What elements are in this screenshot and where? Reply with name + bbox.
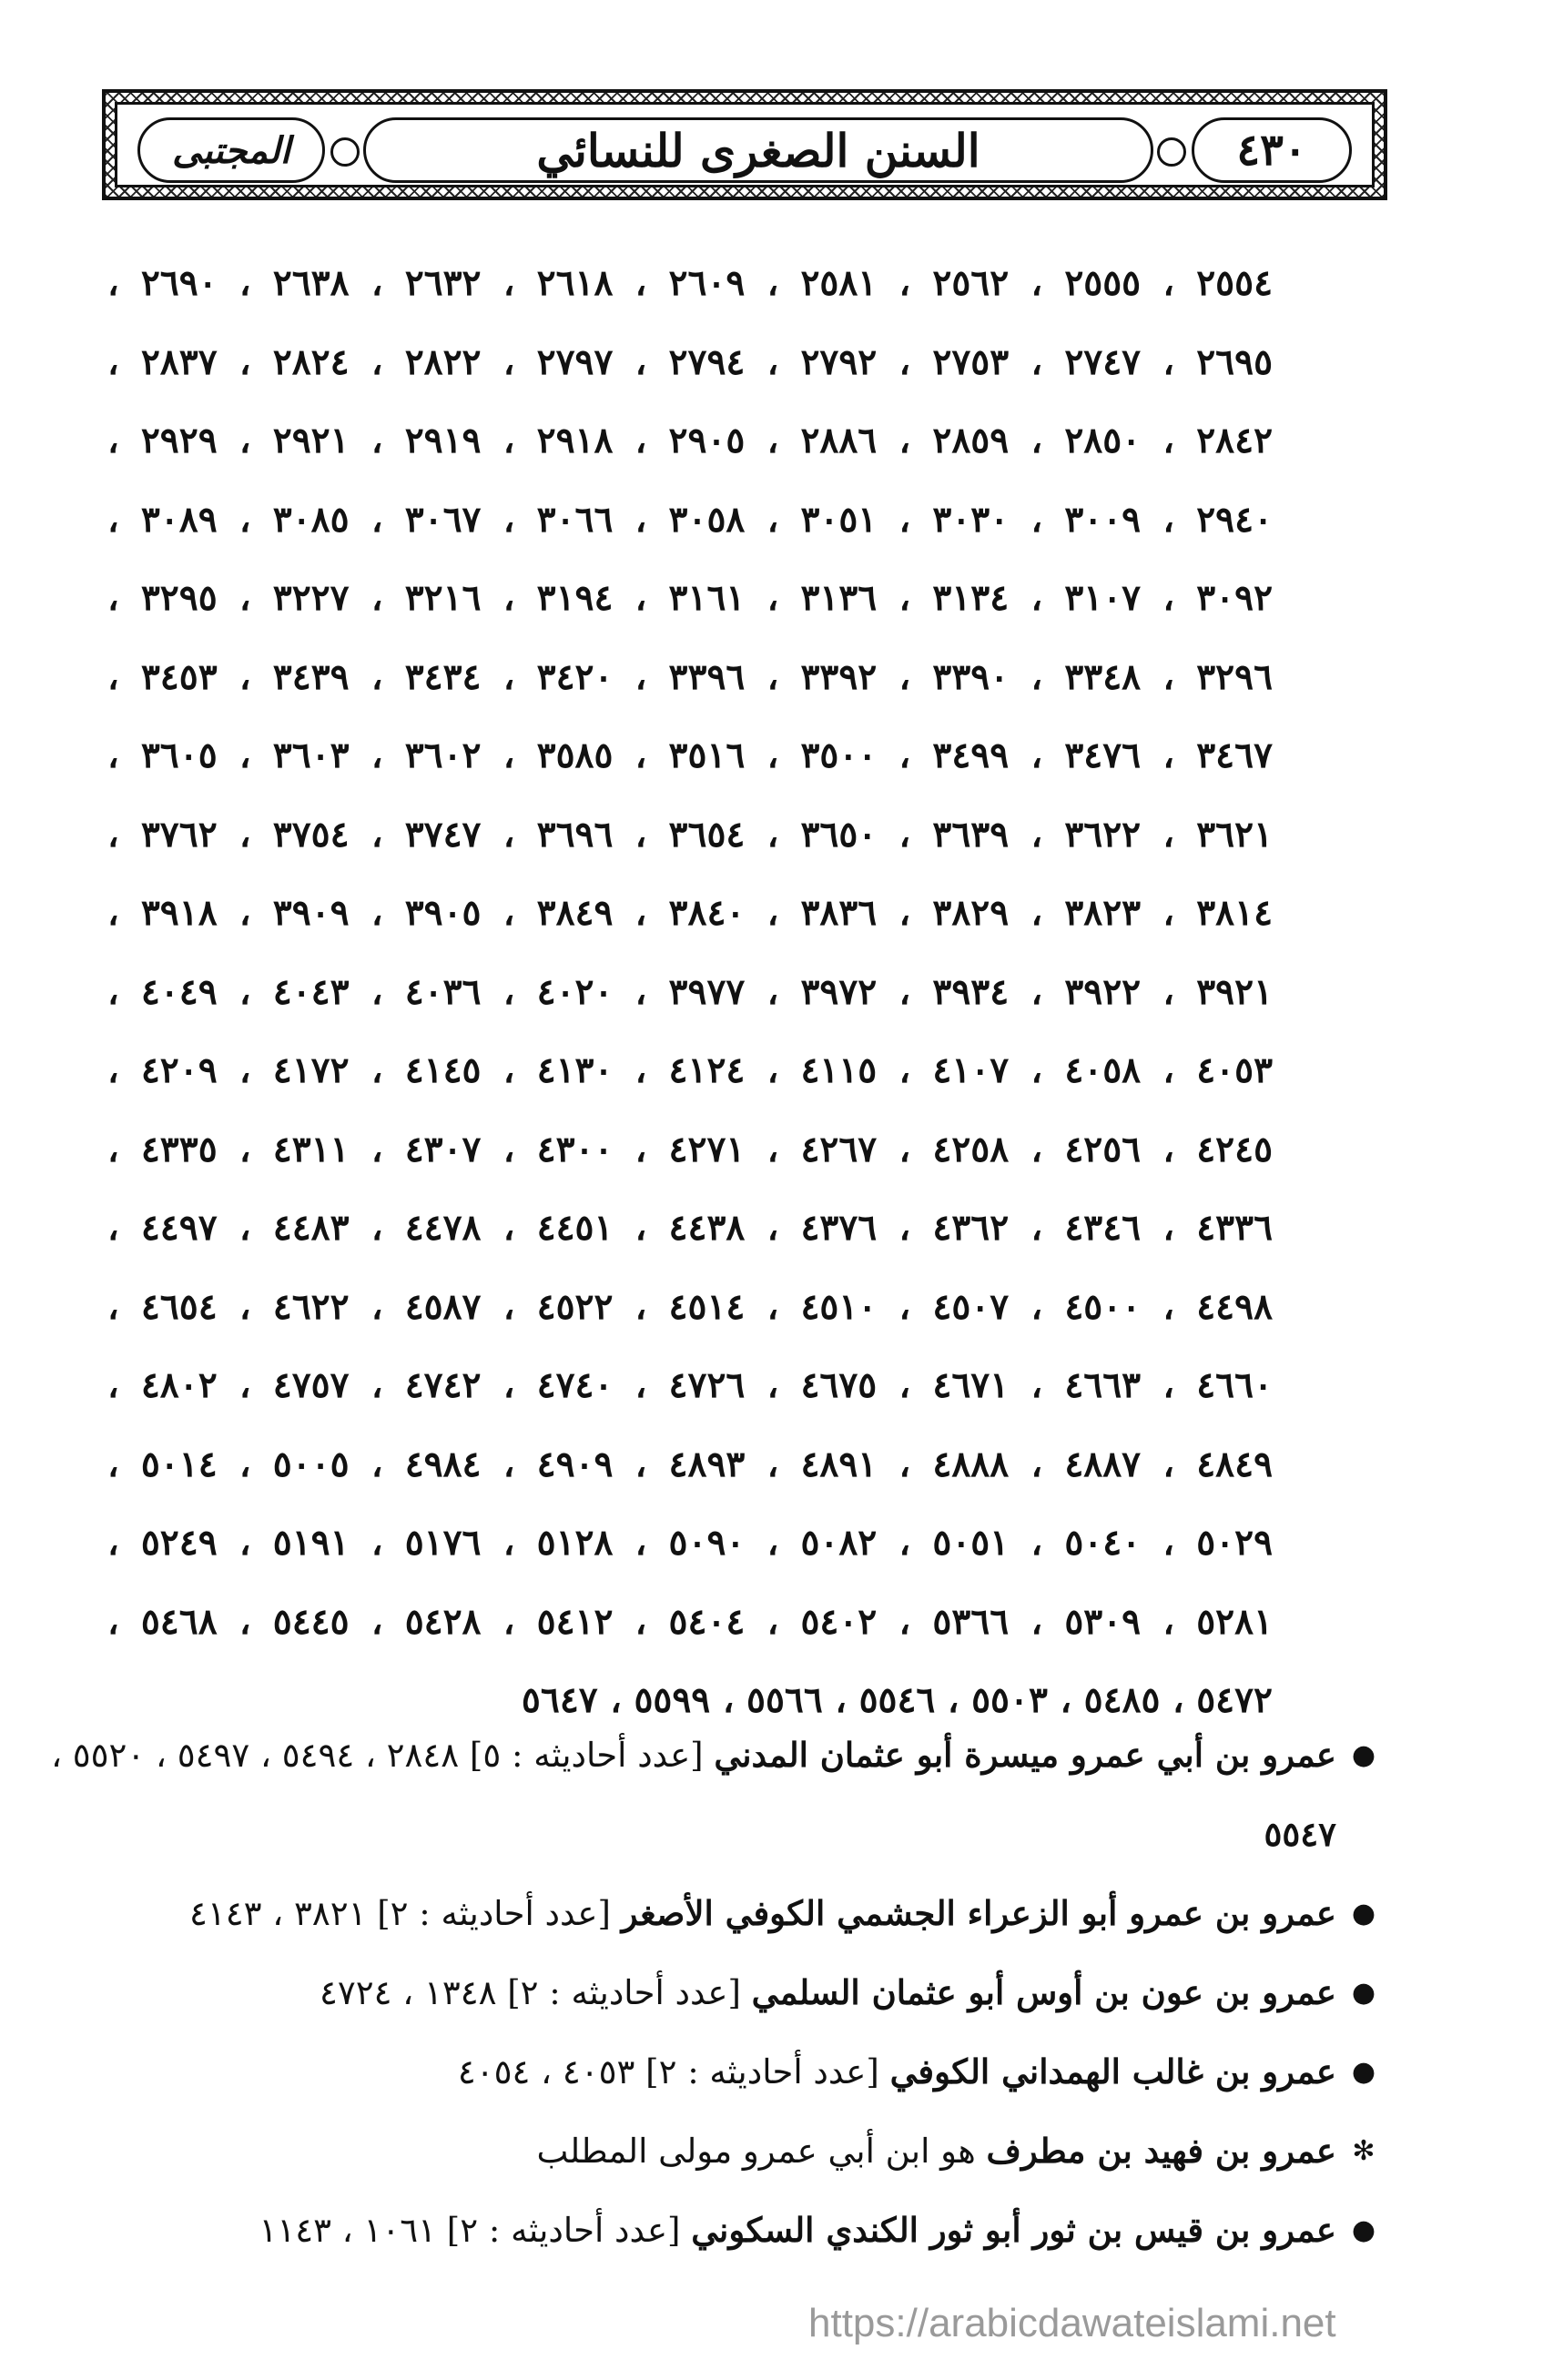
page-header [102, 89, 1387, 200]
number-line: ٣٢٩٦ ، ٣٣٤٨ ، ٣٣٩٠ ، ٣٣٩٢ ، ٣٣٩٦ ، ٣٤٢٠ ، ٣٤٣٤ ، ٣٤٣٩ ، ٣٤٥٣ ، [107, 655, 1274, 698]
narrator-details: [عدد أحاديثه : ٥] ٢٨٤٨ ، ٥٤٩٤ ، ٥٤٩٧ ، ٥٥٢٠ ، [51, 1736, 715, 1775]
number-line: ٥٠٢٩ ، ٥٠٤٠ ، ٥٠٥١ ، ٥٠٨٢ ، ٥٠٩٠ ، ٥١٢٨ ، ٥١٧٦ ، ٥١٩١ ، ٥٢٤٩ ، [107, 1522, 1274, 1564]
narrator-entries [51, 1716, 1382, 2270]
watermark-url: https://arabicdawateislami.net [808, 2301, 1336, 2345]
narrator-details: هو ابن أبي عمرو مولى المطلب [536, 2132, 987, 2171]
narrator-name: عمرو بن قيس بن ثور أبو ثور الكندي السكوني [691, 2210, 1336, 2250]
book-name-cartouche [137, 117, 325, 183]
number-line: ٥٢٨١ ، ٥٣٠٩ ، ٥٣٦٦ ، ٥٤٠٢ ، ٥٤٠٤ ، ٥٤١٢ ، ٥٤٢٨ ، ٥٤٤٥ ، ٥٤٦٨ ، [107, 1600, 1274, 1643]
book-title: السنن الصغرى للنسائي [536, 123, 980, 177]
ornament-icon [1157, 137, 1186, 167]
number-line: ٤٨٤٩ ، ٤٨٨٧ ، ٤٨٨٨ ، ٤٨٩١ ، ٤٨٩٣ ، ٤٩٠٩ ، ٤٩٨٤ ، ٥٠٠٥ ، ٥٠١٤ ، [107, 1443, 1274, 1485]
number-line: ٤٦٦٠ ، ٤٦٦٣ ، ٤٦٧١ ، ٤٦٧٥ ، ٤٧٢٦ ، ٤٧٤٠ ، ٤٧٤٢ ، ٤٧٥٧ ، ٤٨٠٢ ، [107, 1364, 1274, 1406]
number-line: ٢٥٥٤ ، ٢٥٥٥ ، ٢٥٦٢ ، ٢٥٨١ ، ٢٦٠٩ ، ٢٦١٨ ، ٢٦٣٢ ، ٢٦٣٨ ، ٢٦٩٠ ، [107, 262, 1274, 304]
narrator-details: ٥٥٤٧ [1264, 1814, 1336, 1854]
narrator-name: عمرو بن غالب الهمداني الكوفي [889, 2051, 1336, 2091]
book-name: المجتبى [172, 128, 290, 172]
page-number: ٤٣٠ [1236, 125, 1307, 176]
narrator-details: [عدد أحاديثه : ٢] ١٣٤٨ ، ٤٧٢٤ [319, 1973, 752, 2012]
narrator-entry [107, 1874, 1382, 1953]
narrator-entry [51, 1716, 1382, 1795]
number-line: ٣٠٩٢ ، ٣١٠٧ ، ٣١٣٤ ، ٣١٣٦ ، ٣١٦١ ، ٣١٩٤ ، ٣٢١٦ ، ٣٢٢٧ ، ٣٢٩٥ ، [107, 577, 1274, 619]
narrator-details: [عدد أحاديثه : ٢] ١٠٦١ ، ١١٤٣ [259, 2211, 692, 2250]
page-number-cartouche [1192, 117, 1352, 183]
hadith-number-list [107, 244, 1273, 1740]
narrator-name: عمرو بن عون بن أوس أبو عثمان السلمي [751, 1972, 1336, 2012]
narrator-entry [107, 1953, 1382, 2032]
narrator-name: عمرو بن فهيد بن مطرف [986, 2131, 1336, 2171]
bullet-icon: ● [1351, 2056, 1376, 2088]
number-line: ٤٢٤٥ ، ٤٢٥٦ ، ٤٢٥٨ ، ٤٢٦٧ ، ٤٢٧١ ، ٤٣٠٠ ، ٤٣٠٧ ، ٤٣١١ ، ٤٣٣٥ ، [107, 1128, 1274, 1170]
number-line: ٥٤٧٢ ، ٥٤٨٥ ، ٥٥٠٣ ، ٥٥٤٦ ، ٥٥٦٦ ، ٥٥٩٩ ، ٥٦٤٧ [521, 1679, 1273, 1721]
number-line: ٤٠٥٣ ، ٤٠٥٨ ، ٤١٠٧ ، ٤١١٥ ، ٤١٢٤ ، ٤١٣٠ ، ٤١٤٥ ، ٤١٧٢ ، ٤٢٠٩ ، [107, 1049, 1274, 1091]
narrator-entry-continuation [107, 1795, 1382, 1874]
bullet-icon: ● [1351, 2214, 1376, 2246]
number-line: ٣٩٢١ ، ٣٩٢٢ ، ٣٩٣٤ ، ٣٩٧٢ ، ٣٩٧٧ ، ٤٠٢٠ ، ٤٠٣٦ ، ٤٠٤٣ ، ٤٠٤٩ ، [107, 970, 1274, 1013]
bullet-icon: ● [1351, 1739, 1376, 1771]
number-line: ٤٣٣٦ ، ٤٣٤٦ ، ٤٣٦٢ ، ٤٣٧٦ ، ٤٤٣٨ ، ٤٤٥١ ، ٤٤٧٨ ، ٤٤٨٣ ، ٤٤٩٧ ، [107, 1207, 1274, 1249]
header-frame [115, 102, 1375, 187]
title-cartouche [363, 117, 1153, 183]
asterisk-icon: ✻ [1352, 2135, 1376, 2167]
narrator-details: [عدد أحاديثه : ٢] ٣٨٢١ ، ٤١٤٣ [188, 1894, 622, 1933]
ornament-icon [330, 137, 360, 167]
narrator-entry [107, 2191, 1382, 2270]
narrator-name: عمرو بن أبي عمرو ميسرة أبو عثمان المدني [714, 1735, 1336, 1775]
number-line: ٣٤٦٧ ، ٣٤٧٦ ، ٣٤٩٩ ، ٣٥٠٠ ، ٣٥١٦ ، ٣٥٨٥ ، ٣٦٠٢ ، ٣٦٠٣ ، ٣٦٠٥ ، [107, 734, 1274, 776]
bullet-icon: ● [1351, 1898, 1376, 1929]
number-line: ٢٦٩٥ ، ٢٧٤٧ ، ٢٧٥٣ ، ٢٧٩٢ ، ٢٧٩٤ ، ٢٧٩٧ ، ٢٨٢٢ ، ٢٨٢٤ ، ٢٨٣٧ ، [107, 340, 1274, 383]
narrator-name: عمرو بن عمرو أبو الزعراء الجشمي الكوفي الأصغر [621, 1893, 1336, 1933]
number-line: ٤٤٩٨ ، ٤٥٠٠ ، ٤٥٠٧ ، ٤٥١٠ ، ٤٥١٤ ، ٤٥٢٢ ، ٤٥٨٧ ، ٤٦٢٢ ، ٤٦٥٤ ، [107, 1285, 1274, 1328]
narrator-entry [107, 2032, 1382, 2112]
narrator-details: [عدد أحاديثه : ٢] ٤٠٥٣ ، ٤٠٥٤ [457, 2052, 890, 2091]
number-line: ٣٦٢١ ، ٣٦٢٢ ، ٣٦٣٩ ، ٣٦٥٠ ، ٣٦٥٤ ، ٣٦٩٦ ، ٣٧٤٧ ، ٣٧٥٤ ، ٣٧٦٢ ، [107, 813, 1274, 856]
bullet-icon: ● [1351, 1977, 1376, 2009]
narrator-entry [107, 2112, 1382, 2191]
number-line: ٣٨١٤ ، ٣٨٢٣ ، ٣٨٢٩ ، ٣٨٣٦ ، ٣٨٤٠ ، ٣٨٤٩ ، ٣٩٠٥ ، ٣٩٠٩ ، ٣٩١٨ ، [107, 892, 1274, 934]
number-line: ٢٩٤٠ ، ٣٠٠٩ ، ٣٠٣٠ ، ٣٠٥١ ، ٣٠٥٨ ، ٣٠٦٦ ، ٣٠٦٧ ، ٣٠٨٥ ، ٣٠٨٩ ، [107, 498, 1274, 541]
number-line: ٢٨٤٢ ، ٢٨٥٠ ، ٢٨٥٩ ، ٢٨٨٦ ، ٢٩٠٥ ، ٢٩١٨ ، ٢٩١٩ ، ٢٩٢١ ، ٢٩٢٩ ، [107, 420, 1274, 461]
